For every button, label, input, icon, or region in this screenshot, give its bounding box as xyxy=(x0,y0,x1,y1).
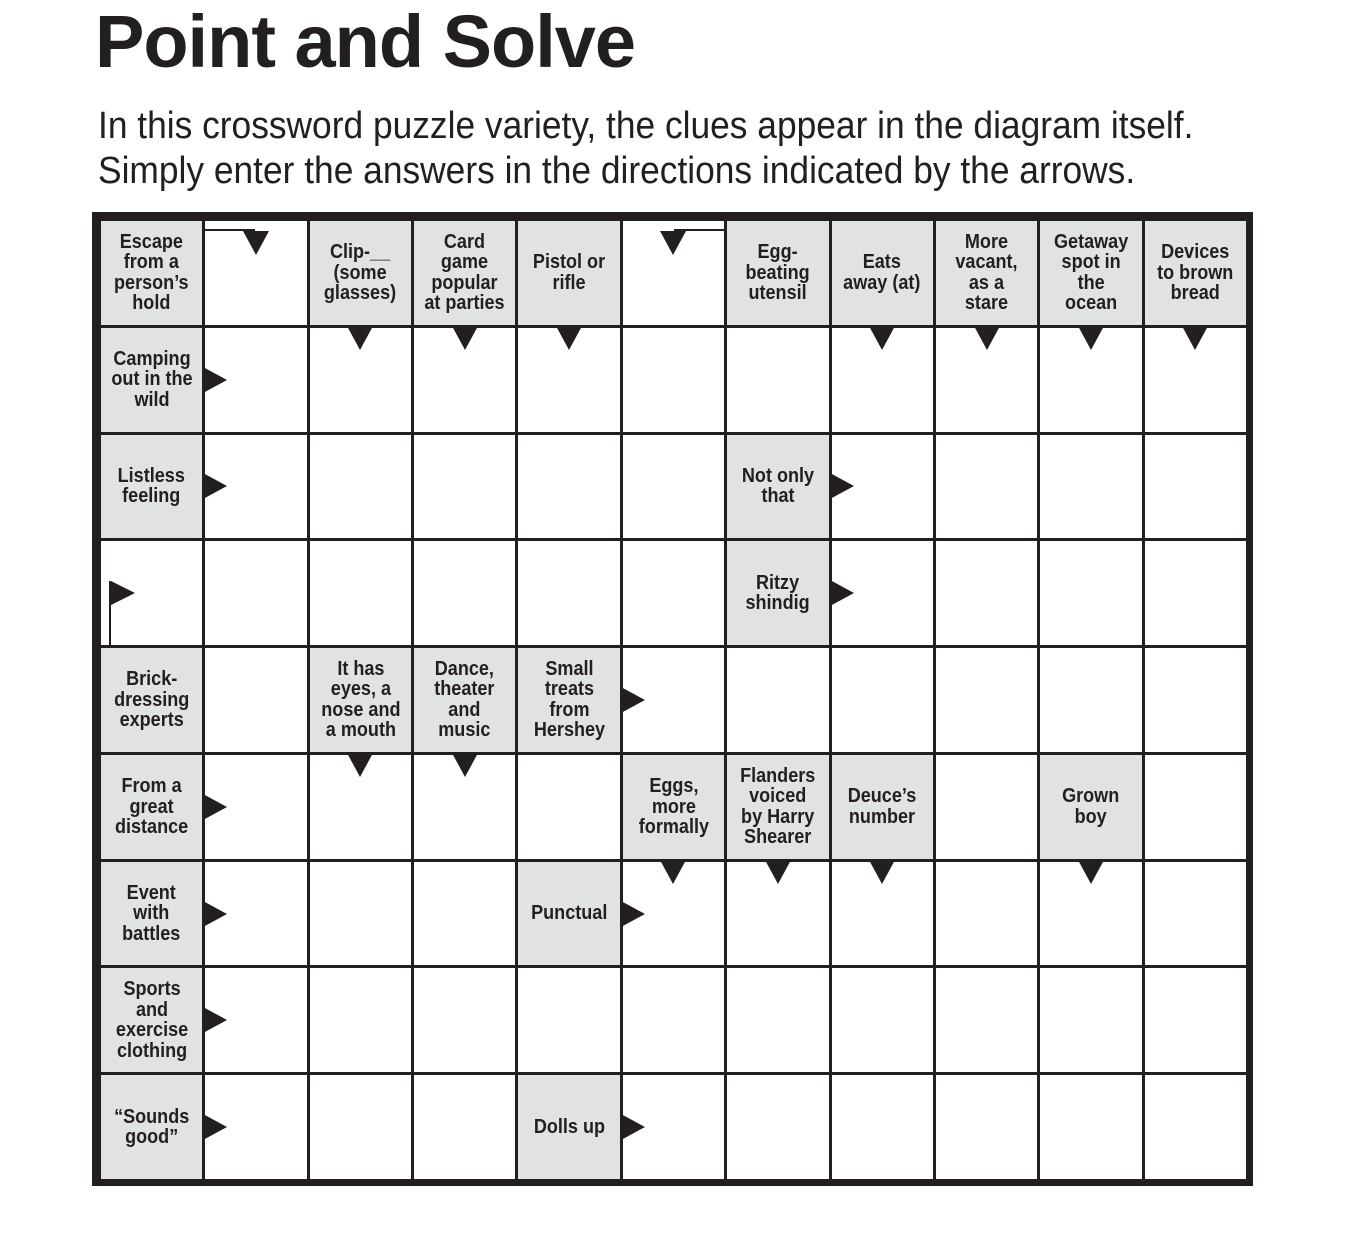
clue-cell-great-distance xyxy=(101,755,202,859)
clue-text xyxy=(738,766,817,848)
clue-cell-sounds-good xyxy=(101,1075,202,1179)
clue-line: More xyxy=(965,230,1009,253)
clue-line: and xyxy=(448,698,481,721)
answer-cell[interactable] xyxy=(936,755,1037,859)
clue-line: and xyxy=(135,998,168,1021)
clue-line: more xyxy=(651,795,696,818)
answer-cell[interactable] xyxy=(1145,1075,1246,1179)
clue-text xyxy=(842,252,923,293)
clue-line: eyes, a xyxy=(330,678,391,701)
clue-text xyxy=(319,659,402,741)
arrow-down-icon xyxy=(347,326,373,350)
clue-line: good” xyxy=(125,1126,179,1149)
clue-text xyxy=(1052,232,1130,314)
clue-line: out in the xyxy=(111,368,193,391)
arrow-down-icon xyxy=(660,860,686,884)
clue-text xyxy=(112,1107,191,1148)
answer-cell[interactable] xyxy=(727,648,828,752)
clue-text xyxy=(423,232,507,314)
clue-line: Ritzy xyxy=(756,571,800,594)
clue-cell-dance xyxy=(414,648,515,752)
clue-text xyxy=(954,232,1019,314)
clue-line: glasses) xyxy=(324,282,397,305)
answer-cell[interactable] xyxy=(1040,541,1141,645)
answer-cell[interactable] xyxy=(936,1075,1037,1179)
clue-line: clothing xyxy=(116,1039,187,1062)
clue-cell-eats-away xyxy=(832,221,933,325)
arrow-right-icon xyxy=(830,580,854,606)
answer-cell[interactable] xyxy=(1145,862,1246,966)
arrow-down-icon xyxy=(869,326,895,350)
answer-cell[interactable] xyxy=(623,968,724,1072)
arrow-right-icon xyxy=(203,1114,227,1140)
clue-cell-small-treats xyxy=(518,648,619,752)
clue-line: (some xyxy=(333,261,387,284)
clue-line: popular xyxy=(431,271,498,294)
arrow-down-icon xyxy=(243,231,269,255)
clue-line: stare xyxy=(965,292,1009,315)
clue-cell-grown-boy xyxy=(1040,755,1141,859)
clue-line: experts xyxy=(119,709,184,732)
clue-text xyxy=(1061,786,1121,827)
clue-line: Sports xyxy=(123,978,181,1001)
clue-line: at parties xyxy=(424,292,505,315)
clue-line: battles xyxy=(122,922,181,945)
crossword-grid xyxy=(92,212,1253,1186)
arrow-right-icon xyxy=(203,1007,227,1033)
clue-text xyxy=(531,252,607,293)
arrow-right-icon xyxy=(203,901,227,927)
clue-cell-camping xyxy=(101,328,202,432)
arrow-right-icon xyxy=(621,901,645,927)
clue-line: From a xyxy=(121,775,182,798)
arrow-right-icon xyxy=(203,473,227,499)
answer-cell[interactable] xyxy=(310,435,411,539)
answer-cell[interactable] xyxy=(936,968,1037,1072)
answer-cell[interactable] xyxy=(414,862,515,966)
clue-line: music xyxy=(438,719,491,742)
answer-cell[interactable] xyxy=(1040,435,1141,539)
clue-cell-flanders xyxy=(727,755,828,859)
answer-cell[interactable] xyxy=(936,435,1037,539)
answer-cell[interactable] xyxy=(518,435,619,539)
clue-text xyxy=(113,776,190,838)
clue-line: number xyxy=(849,805,916,828)
answer-cell[interactable] xyxy=(518,968,619,1072)
clue-line: as a xyxy=(969,271,1005,294)
clue-line: Punctual xyxy=(531,902,608,925)
instructions xyxy=(98,104,1193,194)
clue-line: utensil xyxy=(748,282,807,305)
clue-text xyxy=(529,903,609,924)
answer-cell[interactable] xyxy=(936,648,1037,752)
arrow-down-icon xyxy=(1078,326,1104,350)
clue-cell-it-has-eyes xyxy=(310,648,411,752)
page-title: Point and Solve xyxy=(95,0,636,83)
clue-line: It has xyxy=(336,657,384,680)
answer-cell[interactable] xyxy=(310,1075,411,1179)
answer-cell[interactable] xyxy=(936,862,1037,966)
clue-text xyxy=(846,786,918,827)
answer-cell[interactable] xyxy=(205,648,306,752)
clue-line: great xyxy=(129,795,174,818)
clue-line: Eats xyxy=(863,251,902,274)
clue-cell-dolls-up xyxy=(518,1075,619,1179)
answer-cell[interactable] xyxy=(1145,435,1246,539)
clue-text xyxy=(121,883,182,945)
answer-cell[interactable] xyxy=(518,541,619,645)
answer-cell[interactable] xyxy=(414,541,515,645)
clue-line: Brick- xyxy=(126,668,178,691)
answer-cell[interactable] xyxy=(1145,648,1246,752)
answer-cell[interactable] xyxy=(518,755,619,859)
arrow-down-icon xyxy=(765,860,791,884)
answer-cell[interactable] xyxy=(1040,968,1141,1072)
answer-cell[interactable] xyxy=(936,541,1037,645)
clue-text xyxy=(532,1117,607,1138)
answer-cell[interactable] xyxy=(832,968,933,1072)
clue-line: feeling xyxy=(122,485,181,508)
clue-line: Eggs, xyxy=(648,775,699,798)
arrow-down-icon xyxy=(660,231,686,255)
clue-line: Flanders xyxy=(740,764,816,787)
clue-line: Deuce’s xyxy=(847,785,917,808)
clue-line: with xyxy=(133,902,170,925)
arrow-right-icon xyxy=(203,794,227,820)
arrow-right-icon xyxy=(830,473,854,499)
clue-cell-listless xyxy=(101,435,202,539)
clue-line: the xyxy=(1077,271,1105,294)
clue-text xyxy=(744,242,812,304)
clue-text xyxy=(112,669,191,731)
answer-cell[interactable] xyxy=(414,1075,515,1179)
clue-text xyxy=(112,232,190,314)
clue-text xyxy=(114,979,190,1061)
clue-line: from xyxy=(549,698,590,721)
clue-line: theater xyxy=(434,678,495,701)
answer-cell[interactable] xyxy=(623,541,724,645)
clue-line: vacant, xyxy=(955,251,1018,274)
clue-text xyxy=(109,349,194,411)
answer-cell[interactable] xyxy=(1040,648,1141,752)
answer-cell[interactable] xyxy=(727,968,828,1072)
clue-cell-sports xyxy=(101,968,202,1072)
clue-cell-card-game xyxy=(414,221,515,325)
arrow-right-icon xyxy=(203,367,227,393)
answer-cell[interactable] xyxy=(727,1075,828,1179)
clue-line: rifle xyxy=(552,271,586,294)
clue-line: to brown xyxy=(1157,261,1234,284)
clue-line: hold xyxy=(132,292,171,315)
answer-cell[interactable] xyxy=(832,648,933,752)
clue-line: from a xyxy=(124,251,180,274)
clue-line: Grown xyxy=(1062,785,1120,808)
answer-cell[interactable] xyxy=(1145,968,1246,1072)
clue-text xyxy=(637,776,711,838)
clue-text xyxy=(116,466,187,507)
answer-cell[interactable] xyxy=(414,435,515,539)
clue-line: Egg- xyxy=(757,241,798,264)
arrow-right-icon xyxy=(621,1114,645,1140)
answer-cell[interactable] xyxy=(310,968,411,1072)
instructions-line: In this crossword puzzle variety, the clues appear in the diagram itself. xyxy=(98,105,1194,147)
clue-line: shindig xyxy=(745,592,810,615)
clue-text xyxy=(744,573,812,614)
clue-line: voiced xyxy=(749,785,807,808)
clue-line: Devices xyxy=(1161,241,1230,264)
answer-cell[interactable] xyxy=(205,541,306,645)
clue-line: Camping xyxy=(113,347,191,370)
clue-line: dressing xyxy=(114,688,190,711)
clue-line: person’s xyxy=(114,271,189,294)
clue-cell-event-battles xyxy=(101,862,202,966)
answer-cell[interactable] xyxy=(310,541,411,645)
clue-cell-punctual xyxy=(518,862,619,966)
arrow-down-icon xyxy=(452,326,478,350)
clue-cell-more-vacant xyxy=(936,221,1037,325)
clue-line: beating xyxy=(745,261,810,284)
answer-cell[interactable] xyxy=(1145,541,1246,645)
clue-line: “Sounds xyxy=(114,1105,190,1128)
clue-cell-escape xyxy=(101,221,202,325)
instructions-line: Simply enter the answers in the directions indicated by the arrows. xyxy=(98,150,1136,192)
clue-line: Dolls up xyxy=(533,1115,605,1138)
clue-cell-not-only xyxy=(727,435,828,539)
clue-line: Clip-__ xyxy=(330,241,391,264)
answer-cell[interactable] xyxy=(623,328,724,432)
clue-line: distance xyxy=(115,816,189,839)
clue-line: ocean xyxy=(1064,292,1118,315)
clue-text xyxy=(532,659,607,741)
arrow-down-icon xyxy=(452,753,478,777)
clue-line: Hershey xyxy=(533,719,605,742)
arrow-down-icon xyxy=(869,860,895,884)
answer-cell[interactable] xyxy=(310,862,411,966)
answer-cell[interactable] xyxy=(1145,755,1246,859)
clue-line: Card xyxy=(444,230,486,253)
clue-cell-egg-beating xyxy=(727,221,828,325)
answer-cell[interactable] xyxy=(1040,1075,1141,1179)
clue-line: nose and xyxy=(320,698,401,721)
clue-line: Getaway xyxy=(1053,230,1129,253)
answer-cell[interactable] xyxy=(414,968,515,1072)
arrow-right-icon xyxy=(111,581,135,605)
clue-line: boy xyxy=(1074,805,1107,828)
arrow-down-icon xyxy=(1182,326,1208,350)
clue-text xyxy=(740,466,816,507)
clue-line: Dance, xyxy=(435,657,495,680)
clue-cell-pistol xyxy=(518,221,619,325)
arrow-down-icon xyxy=(974,326,1000,350)
clue-cell-getaway xyxy=(1040,221,1141,325)
answer-cell[interactable] xyxy=(727,328,828,432)
clue-line: Listless xyxy=(118,464,186,487)
clue-line: Not only xyxy=(741,464,814,487)
clue-line: treats xyxy=(544,678,594,701)
clue-line: Shearer xyxy=(744,826,812,849)
arrow-down-icon xyxy=(556,326,582,350)
clue-cell-brick xyxy=(101,648,202,752)
clue-line: Event xyxy=(127,881,177,904)
clue-cell-eggs-formally xyxy=(623,755,724,859)
clue-text xyxy=(322,242,398,304)
arrow-down-icon xyxy=(1078,860,1104,884)
arrow-right-icon xyxy=(621,687,645,713)
clue-cell-devices xyxy=(1145,221,1246,325)
clue-cell-clip xyxy=(310,221,411,325)
clue-cell-ritzy xyxy=(727,541,828,645)
clue-line: game xyxy=(441,251,489,274)
clue-line: Small xyxy=(545,657,594,680)
clue-line: wild xyxy=(134,388,170,411)
clue-line: formally xyxy=(638,816,709,839)
clue-line: by Harry xyxy=(741,805,815,828)
clue-cell-deuce xyxy=(832,755,933,859)
answer-cell[interactable] xyxy=(623,435,724,539)
clue-line: that xyxy=(761,485,795,508)
clue-line: away (at) xyxy=(843,271,921,294)
clue-text xyxy=(1155,242,1235,304)
clue-line: exercise xyxy=(115,1019,188,1042)
clue-line: spot in xyxy=(1061,251,1121,274)
answer-cell[interactable] xyxy=(832,1075,933,1179)
clue-text xyxy=(433,659,496,741)
clue-line: Pistol or xyxy=(533,251,606,274)
arrow-down-icon xyxy=(347,753,373,777)
clue-line: a mouth xyxy=(325,719,396,742)
clue-line: bread xyxy=(1170,282,1220,305)
clue-line: Escape xyxy=(120,230,184,253)
